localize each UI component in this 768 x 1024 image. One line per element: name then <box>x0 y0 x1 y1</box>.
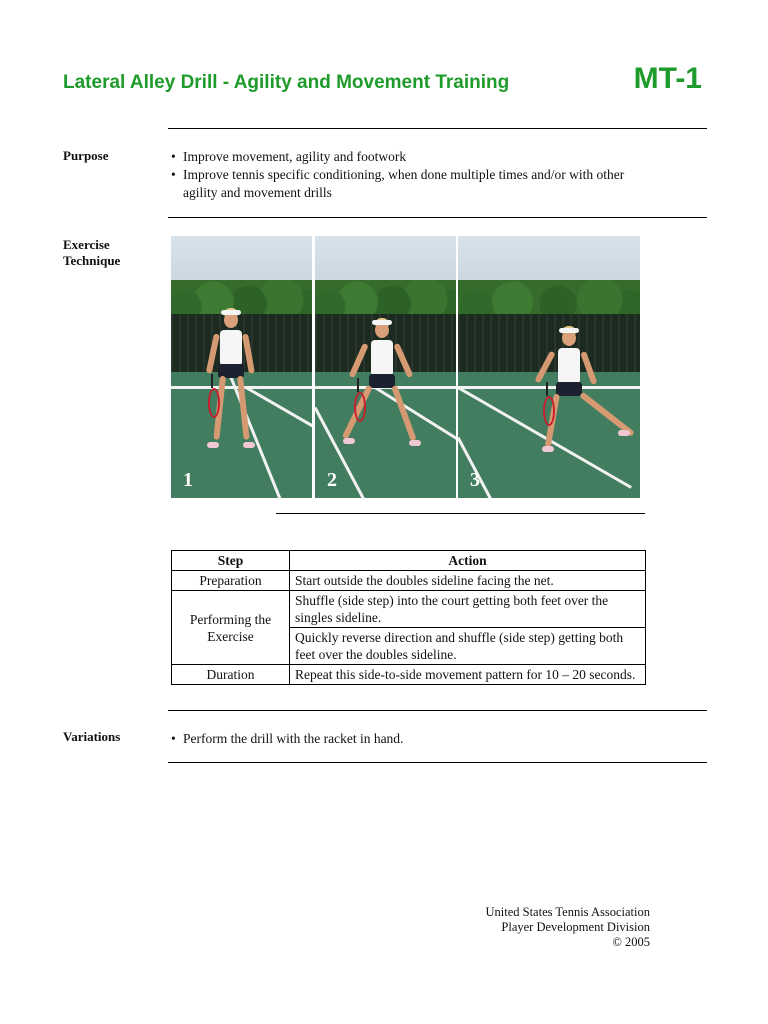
steps-table <box>171 550 646 685</box>
column-header-action: Action <box>290 551 646 571</box>
action-cell: Start outside the doubles sideline facing the net. <box>290 571 646 591</box>
step-cell: Performing the Exercise <box>172 591 290 665</box>
step-cell: Preparation <box>172 571 290 591</box>
table-row <box>172 591 646 628</box>
purpose-item: • Improve movement, agility and footwork <box>170 148 650 166</box>
photo-number: 3 <box>470 469 480 491</box>
divider-bottom <box>168 762 707 763</box>
variations-item: • Perform the drill with the racket in hand. <box>170 730 650 748</box>
table-header-row <box>172 551 646 571</box>
column-header-step: Step <box>172 551 290 571</box>
purpose-label: Purpose <box>63 148 109 163</box>
variations-label: Variations <box>63 729 121 744</box>
technique-label-line1: Exercise <box>63 237 110 252</box>
divider-purpose <box>168 217 707 218</box>
action-cell: Repeat this side-to-side movement pattern for 10 – 20 seconds. <box>290 665 646 685</box>
action-cell: Quickly reverse direction and shuffle (side step) getting both feet over the doubles sideline. <box>290 628 646 665</box>
technique-photo-1 <box>171 236 312 498</box>
technique-photo-2 <box>315 236 456 498</box>
table-row <box>172 665 646 685</box>
purpose-list <box>170 148 650 202</box>
divider-photos <box>276 513 645 514</box>
purpose-item: • Improve tennis specific conditioning, when done multiple times and/or with other agility and movement drills <box>170 166 650 202</box>
divider-table <box>168 710 707 711</box>
table-row <box>172 571 646 591</box>
photo-number: 2 <box>327 469 337 491</box>
photo-number: 1 <box>183 469 193 491</box>
footer-organization: United States Tennis Association <box>485 905 650 919</box>
technique-label-line2: Technique <box>63 253 121 268</box>
divider-top <box>168 128 707 129</box>
variations-list <box>170 730 650 748</box>
technique-photo-3 <box>458 236 640 498</box>
footer-copyright: © 2005 <box>612 935 650 949</box>
page-title: Lateral Alley Drill - Agility and Movement Training <box>63 72 510 93</box>
step-cell: Duration <box>172 665 290 685</box>
technique-label <box>63 237 120 269</box>
footer-division: Player Development Division <box>501 920 650 934</box>
action-cell: Shuffle (side step) into the court getting both feet over the singles sideline. <box>290 591 646 628</box>
footer <box>485 905 650 950</box>
drill-code: MT-1 <box>633 62 702 95</box>
